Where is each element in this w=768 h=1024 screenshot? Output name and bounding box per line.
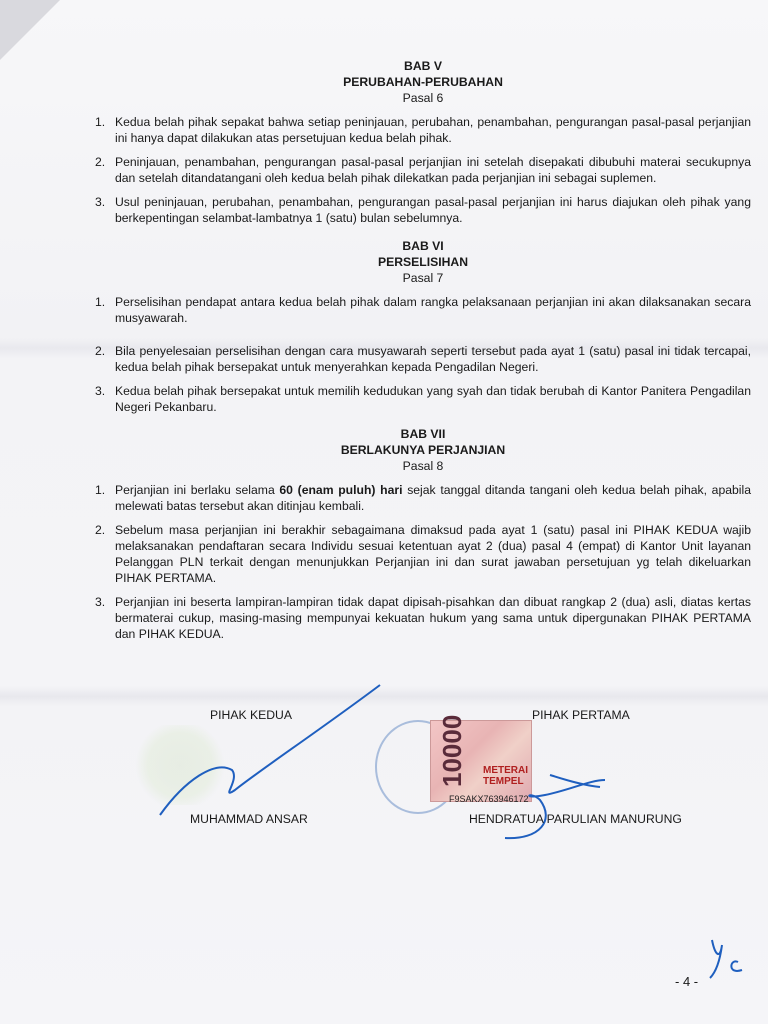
right-signature [505, 775, 605, 838]
item-text: Perselisihan pendapat antara kedua belah pihak dalam rangka pelaksanaan perjanjian ini akan dilaksanakan secara musyawarah. [115, 295, 751, 325]
item-number: 3. [95, 384, 106, 398]
left-party-name: MUHAMMAD ANSAR [190, 812, 308, 826]
bab-vi-title: BAB VI [402, 239, 444, 253]
page-number: - 4 - [675, 974, 699, 989]
meterai-value: 10000 [437, 714, 467, 787]
item-number: 1. [95, 115, 106, 129]
bab-vi-subtitle: PERSELISIHAN [377, 255, 469, 269]
item-text: Perjanjian ini beserta lampiran-lampiran tidak dapat dipisah-pisahkan dan dibuat rangkap 2 (dua) asli, diatas kertas bermaterai cukup, masing-masing mempunyai kekuatan hukum yang sama untuk dipergunakan PIHAK PERTAMA dan PIHAK KEDUA. [115, 595, 751, 641]
item-text: Kedua belah pihak bersepakat untuk memilih kedudukan yang syah dan tidak berubah di Kantor Panitera Pengadilan Negeri Pekanbaru. [115, 384, 751, 414]
pasal-7: Pasal 7 [402, 271, 444, 285]
item-number: 2. [95, 155, 106, 169]
pasal-6: Pasal 6 [402, 91, 444, 105]
item-number: 2. [95, 523, 106, 537]
bab-vii-title: BAB VII [400, 427, 446, 441]
item-text-pre: Perjanjian ini berlaku selama [115, 483, 280, 497]
item-number: 3. [95, 595, 106, 609]
left-party-role: PIHAK KEDUA [210, 708, 292, 722]
left-signature [160, 685, 380, 815]
meterai-code: F9SAKX763946172 [449, 794, 529, 804]
meterai-label: METERAI TEMPEL [483, 765, 528, 787]
bab-v-title: BAB V [404, 59, 442, 73]
item-number: 3. [95, 195, 106, 209]
item-text: Sebelum masa perjanjian ini berakhir sebagaimana dimaksud pada ayat 1 (satu) pasal ini PIHAK KEDUA wajib melaksanakan pendaftaran secara Individu sesuai ketentuan ayat 2 (dua) pasal 4 (empat) di Kantor Unit layanan Pelanggan PLN terkait dengan menunjukkan Perjanjian ini dan surat jawaban persetujuan yg telah dikeluarkan PIHAK PERTAMA. [115, 523, 751, 585]
right-party-name: HENDRATUA PARULIAN MANURUNG [469, 812, 682, 826]
bab-v-subtitle: PERUBAHAN-PERUBAHAN [343, 75, 503, 89]
item-text-bold: 60 (enam puluh) hari [279, 483, 403, 497]
item-number: 1. [95, 295, 106, 309]
right-party-role: PIHAK PERTAMA [532, 708, 630, 722]
bab-vii-subtitle: BERLAKUNYA PERJANJIAN [340, 443, 506, 457]
pasal-8: Pasal 8 [402, 459, 444, 473]
item-text: Kedua belah pihak sepakat bahwa setiap peninjauan, perubahan, penambahan, pengurangan pasal-pasal perjanjian ini hanya dapat dilakukan atas persetujuan kedua belah pihak. [115, 115, 751, 145]
item-text-post: sejak tanggal ditanda tangani oleh kedua belah pihak, apabila melewati batas tersebut akan ditinjau kembali. [115, 483, 751, 513]
item-text: Bila penyelesaian perselisihan dengan cara musyawarah seperti tersebut pada ayat 1 (satu) pasal ini tidak tercapai, kedua belah pihak bersepakat untuk menyerahkan kepada Pengadilan Negeri. [115, 344, 751, 374]
item-text: Peninjauan, penambahan, pengurangan pasal-pasal perjanjian ini setelah disepakati dibubuhi materai secukupnya dan setelah ditandatangani oleh kedua belah pihak dilekatkan pada perjanjian ini sebagai suplemen. [115, 155, 751, 185]
item-number: 2. [95, 344, 106, 358]
item-text: Usul peninjauan, perubahan, penambahan, pengurangan pasal-pasal perjanjian ini harus diajukan oleh pihak yang berkepentingan selambat-lambatnya 1 (satu) bulan sebelumnya. [115, 195, 751, 225]
initials-mark [710, 940, 742, 978]
item-number: 1. [95, 483, 106, 497]
